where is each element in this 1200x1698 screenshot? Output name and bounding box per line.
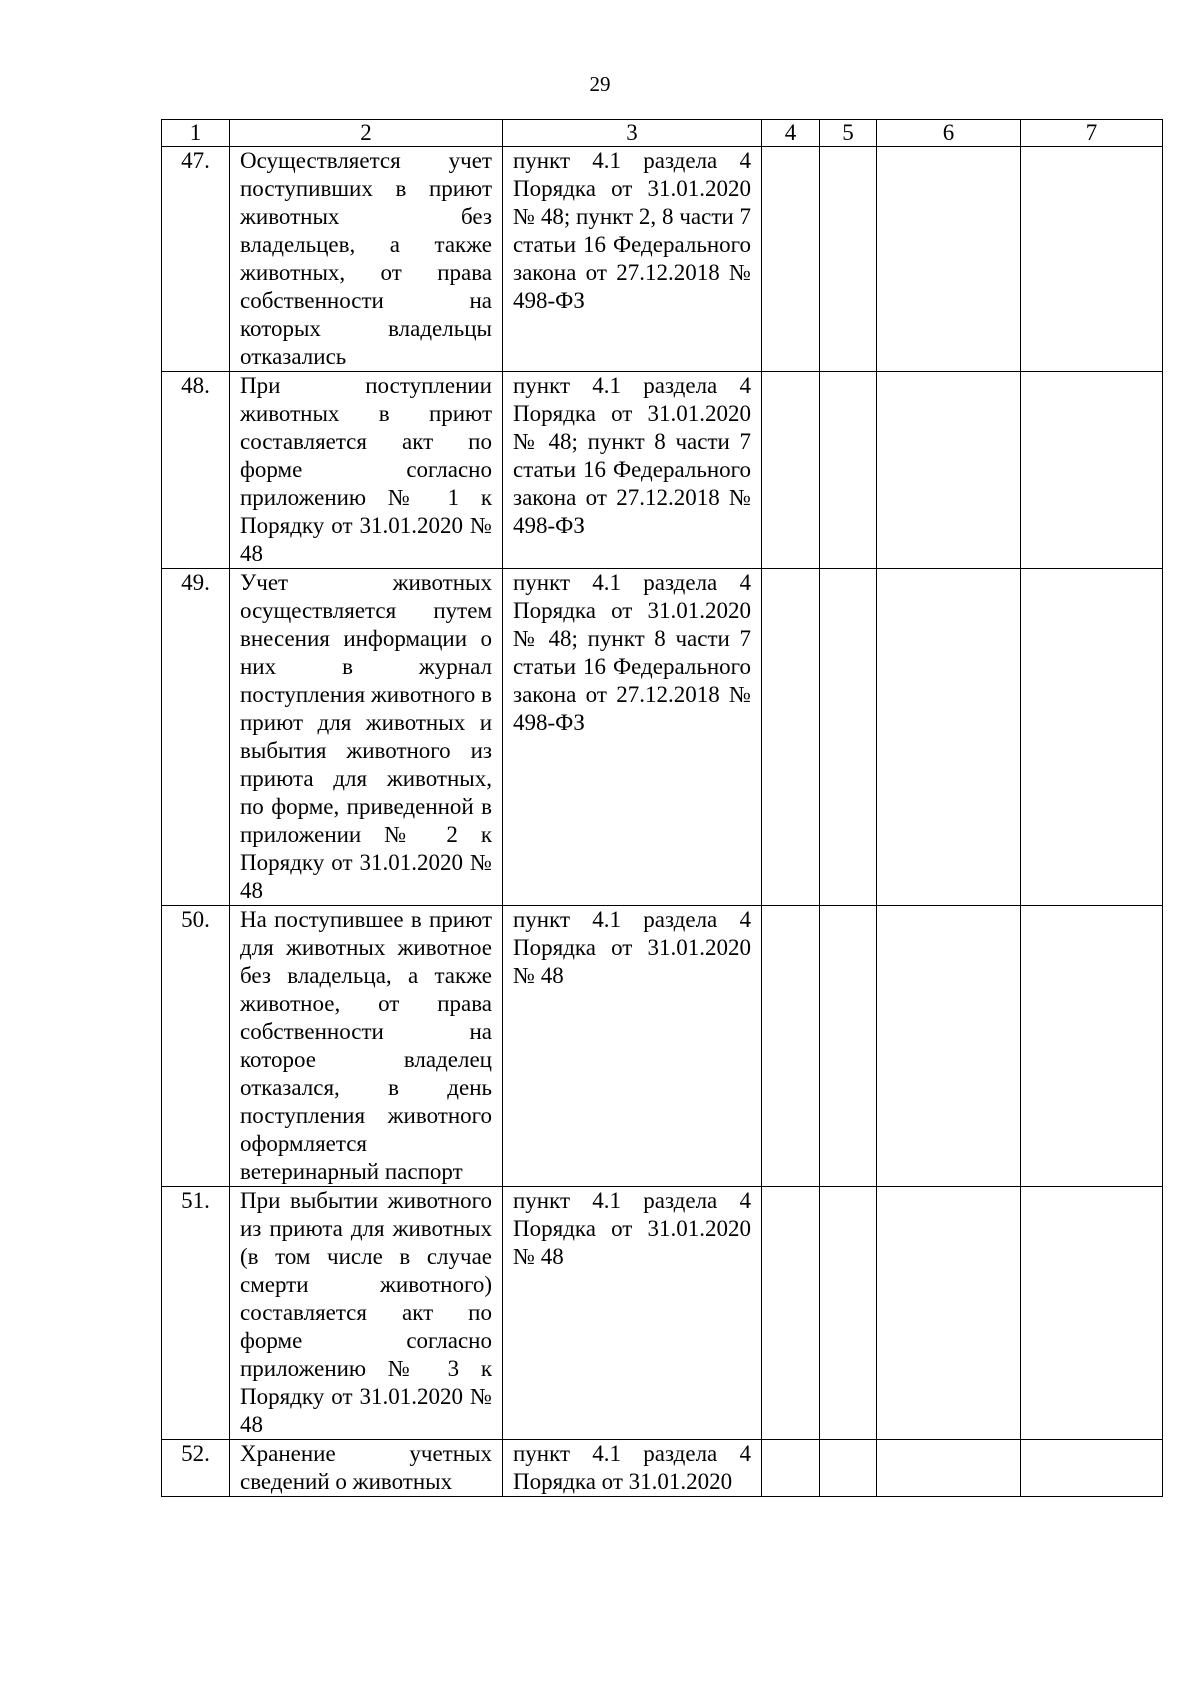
page-number: 29 xyxy=(589,72,611,96)
table-row xyxy=(162,1187,1163,1440)
column-7-cell xyxy=(1021,1440,1163,1497)
row-number: 52. xyxy=(162,1440,230,1497)
column-5-cell xyxy=(820,1440,877,1497)
table-row xyxy=(162,147,1163,372)
requirement-cell: На поступившее в приют для животных животное без владельца, а также животное, от права собственности на которое владелец отказался, в день поступления животного оформляется ветеринарный паспорт xyxy=(230,906,503,1187)
column-7-cell xyxy=(1021,569,1163,906)
row-number: 49. xyxy=(162,569,230,906)
row-number: 48. xyxy=(162,372,230,569)
column-7-cell xyxy=(1021,1187,1163,1440)
row-number: 51. xyxy=(162,1187,230,1440)
column-6-cell xyxy=(877,1187,1021,1440)
table-row xyxy=(162,372,1163,569)
column-header-2: 2 xyxy=(230,120,503,147)
requirement-cell: При выбытии животного из приюта для животных (в том числе в случае смерти животного) составляется акт по форме согласно приложению № 3 к Порядку от 31.01.2020 № 48 xyxy=(230,1187,503,1440)
column-5-cell xyxy=(820,1187,877,1440)
column-4-cell xyxy=(762,1187,820,1440)
requirement-cell: Учет животных осуществляется путем внесения информации о них в журнал поступления животного в приют для животных и выбытия животного из приюта для животных, по форме, приведенной в приложении № 2 к Порядку от 31.01.2020 № 48 xyxy=(230,569,503,906)
column-header-5: 5 xyxy=(820,120,877,147)
requirement-cell: При поступлении животных в приют составляется акт по форме согласно приложению № 1 к Порядку от 31.01.2020 № 48 xyxy=(230,372,503,569)
column-7-cell xyxy=(1021,906,1163,1187)
column-7-cell xyxy=(1021,147,1163,372)
table-row xyxy=(162,906,1163,1187)
legal-reference-cell: пункт 4.1 раздела 4 Порядка от 31.01.2020 № 48; пункт 2, 8 части 7 статьи 16 Федерального закона от 27.12.2018 № 498-ФЗ xyxy=(503,147,762,372)
column-4-cell xyxy=(762,1440,820,1497)
column-6-cell xyxy=(877,147,1021,372)
column-5-cell xyxy=(820,906,877,1187)
column-5-cell xyxy=(820,147,877,372)
row-number: 47. xyxy=(162,147,230,372)
column-5-cell xyxy=(820,569,877,906)
column-header-7: 7 xyxy=(1021,120,1163,147)
column-4-cell xyxy=(762,906,820,1187)
column-4-cell xyxy=(762,569,820,906)
legal-reference-cell: пункт 4.1 раздела 4 Порядка от 31.01.2020 № 48 xyxy=(503,1187,762,1440)
table-row xyxy=(162,569,1163,906)
column-5-cell xyxy=(820,372,877,569)
column-header-4: 4 xyxy=(762,120,820,147)
compliance-table xyxy=(161,119,1163,1497)
column-header-3: 3 xyxy=(503,120,762,147)
legal-reference-cell: пункт 4.1 раздела 4 Порядка от 31.01.2020 № 48; пункт 8 части 7 статьи 16 Федерального закона от 27.12.2018 № 498-ФЗ xyxy=(503,569,762,906)
column-4-cell xyxy=(762,372,820,569)
row-number: 50. xyxy=(162,906,230,1187)
column-6-cell xyxy=(877,372,1021,569)
requirement-cell: Хранение учетных сведений о животных xyxy=(230,1440,503,1497)
legal-reference-cell: пункт 4.1 раздела 4 Порядка от 31.01.2020 № 48; пункт 8 части 7 статьи 16 Федерального закона от 27.12.2018 № 498-ФЗ xyxy=(503,372,762,569)
column-header-6: 6 xyxy=(877,120,1021,147)
requirement-cell: Осуществляется учет поступивших в приют животных без владельцев, а также животных, от права собственности на которых владельцы отказались xyxy=(230,147,503,372)
column-6-cell xyxy=(877,569,1021,906)
column-6-cell xyxy=(877,1440,1021,1497)
table-row xyxy=(162,1440,1163,1497)
legal-reference-cell: пункт 4.1 раздела 4 Порядка от 31.01.2020 № 48 xyxy=(503,906,762,1187)
header-row xyxy=(162,120,1163,147)
column-6-cell xyxy=(877,906,1021,1187)
column-header-1: 1 xyxy=(162,120,230,147)
column-4-cell xyxy=(762,147,820,372)
legal-reference-cell: пункт 4.1 раздела 4 Порядка от 31.01.2020 xyxy=(503,1440,762,1497)
column-7-cell xyxy=(1021,372,1163,569)
